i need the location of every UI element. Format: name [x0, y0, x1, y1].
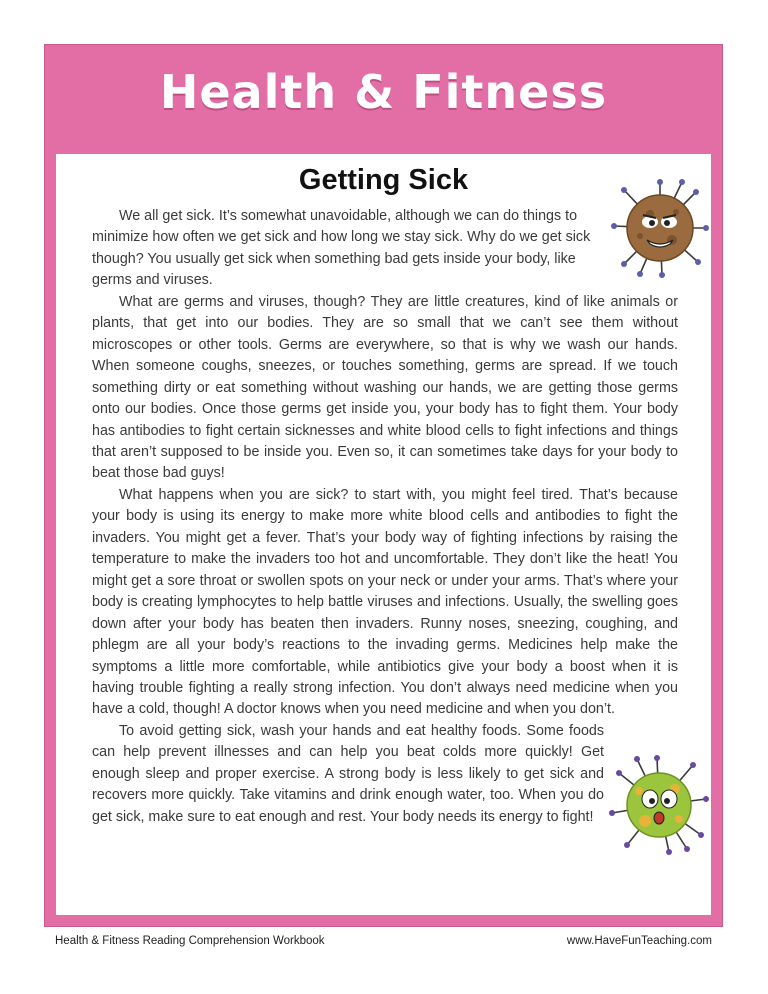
footer-website[interactable]: www.HaveFunTeaching.com [566, 935, 712, 947]
green-germ-icon [609, 755, 709, 855]
article-paragraph-1: We all get sick. It’s somewhat unavoidable, although we can do things to minimize how often we get sick and how long we stay sick. Why do we get sick though? You usually get sick when something bad gets inside your body, like germs and viruses. [92, 208, 591, 289]
article-title: Getting Sick [298, 164, 469, 196]
content-panel [56, 154, 711, 915]
page-frame [44, 44, 723, 927]
article-paragraph-3: What happens when you are sick? to start with, you might feel tired. That’s because your body is using its energy to make more white blood cells and antibodies to fight the invaders. You might get a fever. That’s your body way of fighting infections by raising the temperature to make the invaders too hot and uncomfortable. They don’t like the heat! You might get a sore throat or swollen spots on your neck or under your arms. That’s where your body is creating lymphocytes to help battle viruses and infections. Usually, the swelling goes down after your body has beaten then invaders. Runny noses, sneezing, coughing, and phlegm are all your body’s reactions to the invading germs. Medicines help make the symptoms a little more comfortable, while antibiotics give your body a boost when it is having trouble fighting a really strong infection. You don’t always need medicine when you have a cold, though! A doctor knows when you need medicine and when you don’t. [92, 486, 678, 718]
article-paragraph-4: To avoid getting sick, wash your hands and eat healthy foods. Some foods can help prevent illnesses and can help you beat colds more quickly! Get enough sleep and proper exercise. A strong body is less likely to get sick and recovers more quickly. Take vitamins and drink enough water, too. When you do get sick, make sure to eat enough and rest. Your body needs its energy to fight! [92, 722, 604, 825]
footer-workbook-title: Health & Fitness Reading Comprehension Workbook [55, 935, 325, 947]
article-paragraph-2: What are germs and viruses, though? They are little creatures, kind of like animals or plants, that get into our bodies. They are so small that we can’t see them without microscopes or other tools. Germs are everywhere, so that is why we wash our hands. When someone coughs, sneezes, or touches something, germs are spread. If we touch something dirty or eat something without washing our hands, we are getting those germs onto our bodies. Once those germs get inside you, your body has to fight them. Your body has antibodies to fight certain sicknesses and white blood cells to fight infections and things that aren’t supposed to be inside you. Even so, it can sometimes take days for your body to beat those bad guys! [92, 293, 678, 482]
article-body [92, 206, 678, 828]
banner-title: Health & Fitness [159, 65, 608, 119]
